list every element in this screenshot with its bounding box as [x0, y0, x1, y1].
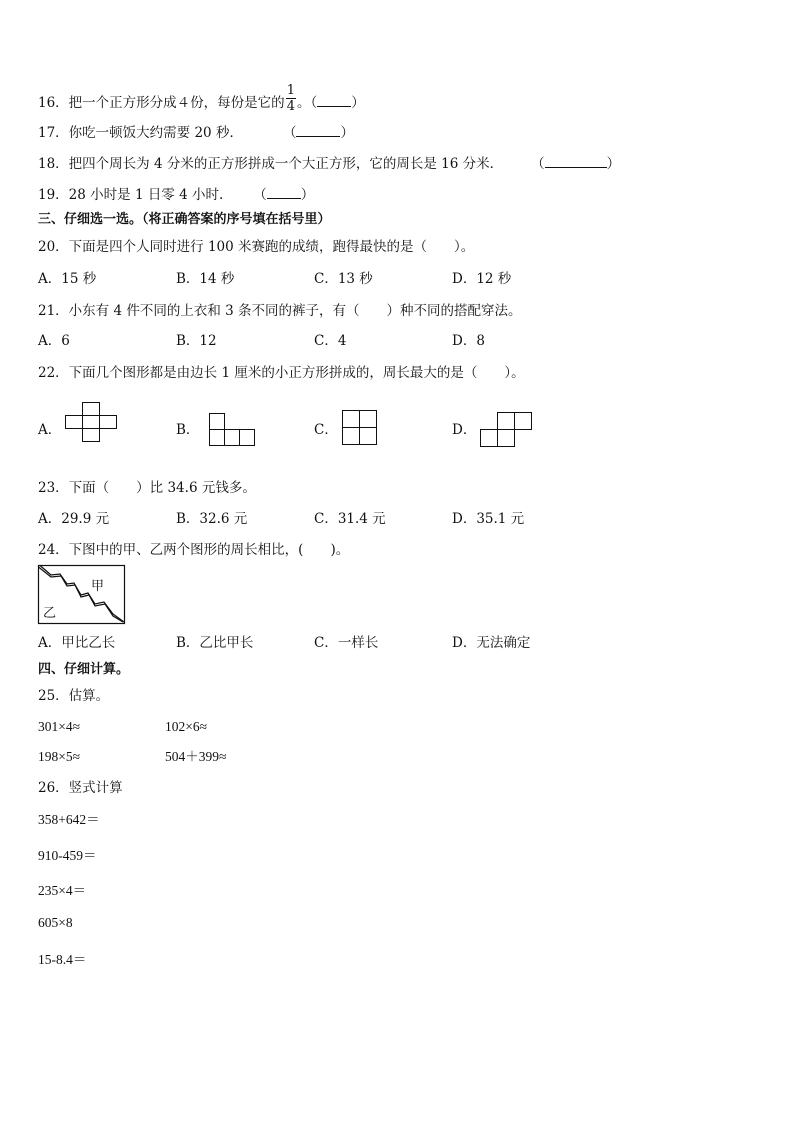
option-a[interactable]: A．15 秒: [38, 271, 97, 287]
vertical-calc-item: 15-8.4＝: [38, 952, 87, 967]
question-16-text: 16．把一个正方形分成４份，每份是它的: [38, 95, 285, 111]
question-16-end: ）: [351, 95, 365, 111]
question-22: 22．下面几个图形都是由边长 1 厘米的小正方形拼成的，周长最大的是（ ）。: [38, 365, 525, 381]
jia-yi-figure: [37, 564, 127, 626]
option-d[interactable]: D．8: [452, 333, 485, 349]
option-a[interactable]: A．29.9 元: [38, 511, 110, 527]
paren-close: ）: [606, 156, 621, 172]
fraction-one-quarter: [286, 83, 296, 114]
option-d[interactable]: D．无法确定: [452, 635, 531, 651]
question-18: [38, 155, 620, 173]
option-b[interactable]: B．乙比甲长: [176, 635, 254, 651]
estimate-item: 504＋399≈: [165, 749, 227, 764]
answer-blank-19[interactable]: [267, 186, 301, 199]
question-19: [38, 186, 314, 204]
question-23: 23．下面（ ）比 34.6 元钱多。: [38, 480, 256, 496]
fraction-numerator: 1: [286, 83, 295, 98]
question-17-text: 17．你吃一顿饭大约需要 20 秒．: [38, 125, 243, 141]
estimate-item: 102×6≈: [165, 719, 208, 734]
paren-open: （: [531, 156, 545, 172]
vertical-calc-item: 910-459＝: [38, 848, 97, 863]
option-d[interactable]: D．: [452, 422, 477, 438]
option-c[interactable]: C．: [314, 422, 338, 438]
answer-blank-16[interactable]: [317, 94, 351, 107]
option-a[interactable]: A．: [38, 422, 62, 438]
question-16-tail: 。（: [296, 95, 318, 111]
section-3-heading: 三、仔细选一选。（将正确答案的序号填在括号里）: [38, 212, 331, 227]
option-b[interactable]: B．32.6 元: [176, 511, 248, 527]
paren-close: ）: [340, 125, 354, 141]
option-a[interactable]: A．甲比乙长: [38, 635, 116, 651]
question-24: 24．下图中的甲、乙两个图形的周长相比，( )。: [38, 542, 350, 558]
question-19-text: 19．28 小时是 1 日零 4 小时.: [38, 187, 224, 203]
shape-d-s: [479, 412, 535, 448]
question-20: 20．下面是四个人同时进行 100 米赛跑的成绩，跑得最快的是（ ）。: [38, 239, 475, 255]
answer-blank-17[interactable]: [296, 124, 340, 137]
vertical-calc-item: 358+642＝: [38, 812, 100, 827]
shape-a-cross: [64, 402, 118, 442]
question-25: 25．估算。: [38, 688, 110, 704]
question-17: [38, 124, 354, 142]
paren-open: （: [282, 125, 297, 141]
answer-blank-18[interactable]: [545, 155, 607, 168]
fraction-denominator: 4: [286, 99, 295, 114]
option-d[interactable]: D．12 秒: [452, 271, 512, 287]
question-16: [38, 83, 365, 119]
paren-open: （: [253, 187, 267, 203]
question-26: 26．竖式计算: [38, 780, 123, 796]
shape-b-l: [208, 413, 258, 447]
vertical-calc-item: 235×4＝: [38, 883, 87, 898]
estimate-item: 301×4≈: [38, 719, 81, 734]
yi-label: 乙: [43, 606, 57, 621]
option-c[interactable]: C．一样长: [314, 635, 379, 651]
vertical-calc-item: 605×8: [38, 915, 73, 930]
option-c[interactable]: C．31.4 元: [314, 511, 386, 527]
option-b[interactable]: B．14 秒: [176, 271, 235, 287]
estimate-item: 198×5≈: [38, 749, 81, 764]
option-b[interactable]: B．12: [176, 333, 217, 349]
option-c[interactable]: C．13 秒: [314, 271, 373, 287]
option-d[interactable]: D．35.1 元: [452, 511, 525, 527]
jia-label: 甲: [91, 579, 105, 594]
option-b[interactable]: B．: [176, 422, 200, 438]
section-4-heading: 四、仔细计算。: [38, 662, 130, 677]
paren-close: ）: [300, 187, 315, 203]
shape-c-square: [341, 410, 379, 446]
option-a[interactable]: A．6: [38, 333, 70, 349]
question-21: 21．小东有 4 件不同的上衣和 3 条不同的裤子，有（ ）种不同的搭配穿法。: [38, 303, 522, 319]
option-c[interactable]: C．4: [314, 333, 347, 349]
question-18-text: 18．把四个周长为 4 分米的正方形拼成一个大正方形，它的周长是 16 分米．: [38, 156, 504, 172]
